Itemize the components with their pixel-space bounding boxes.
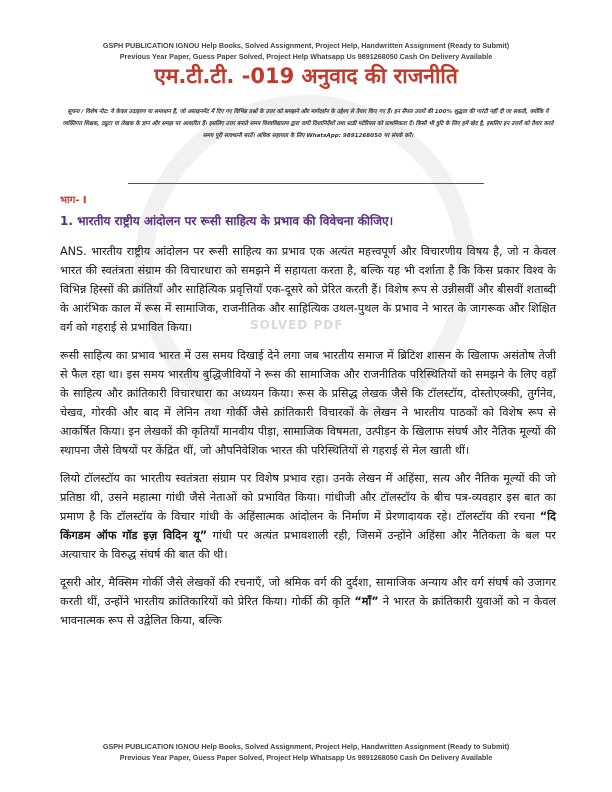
answer-body xyxy=(60,242,556,639)
footer-line-1: GSPH PUBLICATION IGNOU Help Books, Solved Assignment, Project Help, Handwritten Assignment (Ready to Submit) xyxy=(102,742,510,751)
disclaimer-notice: सूचना / विशेष नोट: ये केवल उदाहरण या समाधान हैं, जो असाइनमेंट में दिए गए विभिन्न प्रश्नों के उत्तर को समझने और मार्गदर्शन के उद्देश्य से तैयार किए गए हैं। इन सैंपल उत्तरों की 100% शुद्धता की गारंटी नहीं दी जा सकती, क्योंकि ये व्यक्तिगत शिक्षक, ट्यूटर या लेखक के ज्ञान और समझ पर आधारित हैं। इसलिए उत्तर बनाते समय विश्वविद्यालय द्वारा जारी दिशानिर्देशों तथा स्टडी मटेरियल को प्राथमिकता दें। किसी भी त्रुटि के लिए हमें खेद है, इसलिए इन उत्तरों को तैयार करते समय पूरी सावधानी बरतें। अधिक सहायता के लिए WhatsApp: 9891268050 पर संपर्क करें। xyxy=(62,109,554,139)
footer-line-2: Previous Year Paper, Guess Paper Solved, Project Help Whatsapp Us 9891268050 Cash On Delivery Available xyxy=(119,753,493,762)
watermark-text: SOLVED PDF xyxy=(250,318,344,332)
answer-paragraph: दूसरी ओर, मैक्सिम गोर्की जैसे लेखकों की रचनाएँ, जो श्रमिक वर्ग की दुर्दशा, सामाजिक अन्याय और वर्ग संघर्ष को उजागर करती थीं, उन्होंने भारतीय क्रांतिकारियों को प्रेरित किया। गोर्की की कृति “माँ” ने भारत के क्रांतिकारी युवाओं को न केवल भावनात्मक रूप से उद्वेलित किया, बल्कि xyxy=(60,576,556,627)
header-line-1: GSPH PUBLICATION IGNOU Help Books, Solved Assignment, Project Help, Handwritten Assignment (Ready to Submit) xyxy=(102,41,510,50)
divider xyxy=(128,183,484,184)
page-footer xyxy=(0,741,612,763)
page-header xyxy=(0,40,612,62)
question-heading: 1. भारतीय राष्ट्रीय आंदोलन पर रूसी साहित्य के प्रभाव की विवेचना कीजिए। xyxy=(60,214,394,228)
section-label: भाग- I xyxy=(60,195,87,206)
page-title: एम.टी.टी. -019 अनुवाद की राजनीति xyxy=(154,64,458,88)
header-line-2: Previous Year Paper, Guess Paper Solved, Project Help Whatsapp Us 9891268050 Cash On Delivery Available xyxy=(119,52,493,61)
answer-paragraph: ANS. भारतीय राष्ट्रीय आंदोलन पर रूसी साहित्य का प्रभाव एक अत्यंत महत्त्वपूर्ण और विचारणीय विषय है, जो न केवल भारत की स्वतंत्रता संग्राम की विचारधारा को समझने में सहायता करता है, बल्कि यह भी दर्शाता है कि किस प्रकार विश्व के विभिन्न हिस्सों की क्रांतियाँ और साहित्यिक प्रवृत्तियाँ एक-दूसरे को प्रेरित करती हैं। विशेष रूप से उन्नीसवीं और बीसवीं शताब्दी के आरंभिक काल में रूस में सामाजिक, राजनीतिक और साहित्यिक उथल-पुथल के प्रभाव ने भारत के जागरूक और शिक्षित वर्ग को गहराई से प्रभावित किया। xyxy=(60,245,556,334)
answer-paragraph: रूसी साहित्य का प्रभाव भारत में उस समय दिखाई देने लगा जब भारतीय समाज में ब्रिटिश शासन के खिलाफ असंतोष तेजी से फैल रहा था। इस समय भारतीय बुद्धिजीवियों ने रूस की सामाजिक और राजनीतिक परिस्थितियों को समझने के लिए वहाँ के साहित्य और क्रांतिकारी विचारधारा का अध्ययन किया। रूस के प्रसिद्ध लेखक जैसे कि टॉलस्टॉय, दोस्तोएव्स्की, तुर्गनेव, चेखव, गोरकी और बाद में लेनिन तथा गोर्की जैसे क्रांतिकारी विचारकों के लेखन ने भारतीय पाठकों को विशेष रूप से आकर्षित किया। इन लेखकों की कृतियाँ मानवीय पीड़ा, सामाजिक विषमता, उत्पीड़न के खिलाफ संघर्ष और नैतिक मूल्यों की स्थापना जैसे विषयों पर केंद्रित थीं, जो औपनिवेशिक भारत की परिस्थितियों से गहराई से मेल खाती थीं। xyxy=(60,349,556,457)
answer-paragraph: लियो टॉलस्टॉय का भारतीय स्वतंत्रता संग्राम पर विशेष प्रभाव रहा। उनके लेखन में अहिंसा, सत्य और नैतिक मूल्यों की जो प्रतिष्ठा थी, उसने महात्मा गांधी जैसे नेताओं को प्रभावित किया। गांधीजी और टॉलस्टॉय के बीच पत्र-व्यवहार इस बात का प्रमाण है कि टॉलस्टॉय के विचार गांधी के अहिंसात्मक आंदोलन के निर्माण में प्रेरणादायक रहे। टॉलस्टॉय की रचना “दि किंगडम ऑफ गॉड इज़ विदिन यू” गांधी पर अत्यंत प्रभावशाली रही, जिसमें उन्होंने अहिंसा और नैतिकता के बल पर अत्याचार के विरुद्ध संघर्ष की बात की थी। xyxy=(60,472,556,561)
